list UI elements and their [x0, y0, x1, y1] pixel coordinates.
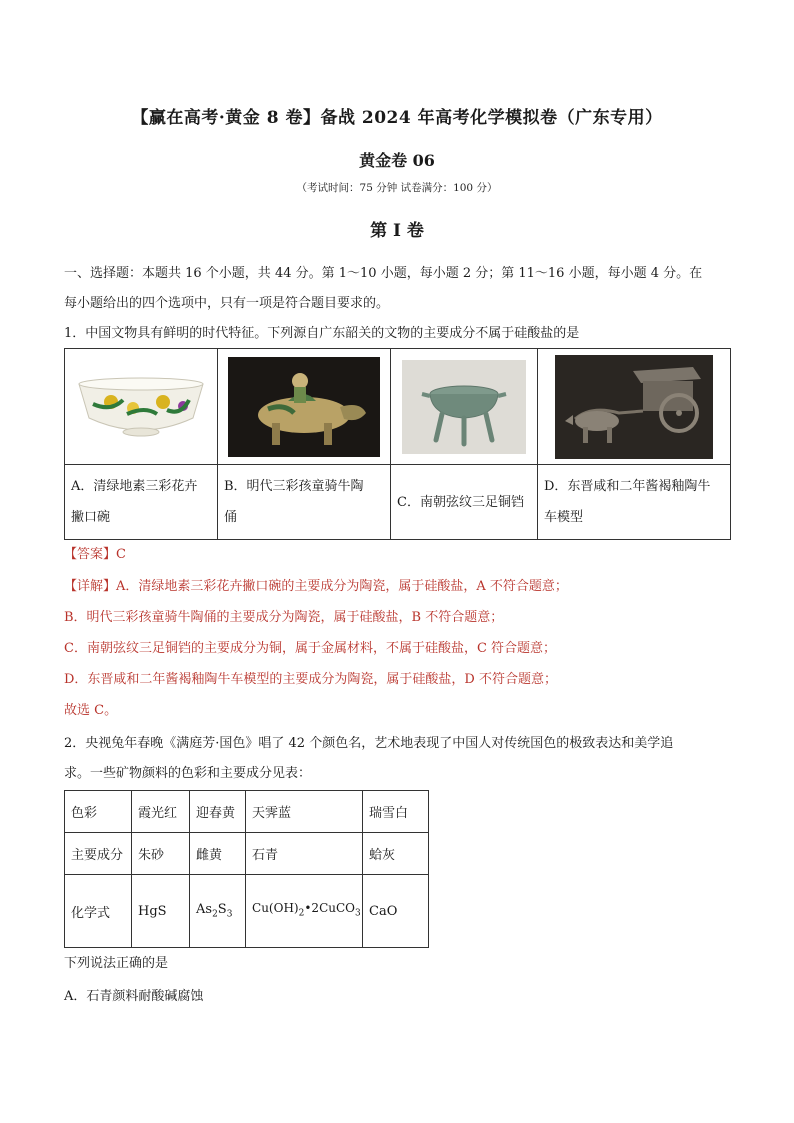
q1-image-cell-b	[218, 349, 391, 465]
cell-color-2: 迎春黄	[190, 791, 246, 833]
q1-option-a-line2: 撇口碗	[71, 510, 111, 525]
cell-component-2: 雌黄	[190, 833, 246, 875]
q1-image-cell-c	[391, 349, 538, 465]
q1-options-table	[64, 348, 731, 540]
q1-stem: 1．中国文物具有鲜明的时代特征。下列源自广东韶关的文物的主要成分不属于硅酸盐的是	[64, 326, 580, 341]
cell-component-4: 蛤灰	[363, 833, 429, 875]
q1-option-d-line2: 车模型	[544, 510, 584, 525]
section-intro-line2: 每小题给出的四个选项中，只有一项是符合题目要求的。	[64, 296, 390, 311]
cell-component-1: 朱砂	[132, 833, 190, 875]
q1-option-c	[391, 465, 538, 540]
cell-formula-3: $Cu(OH)_2•2CuCO_3$	[246, 875, 363, 948]
cell-color-4: 瑞雪白	[363, 791, 429, 833]
section-intro-line1: 一、选择题：本题共 16 个小题，共 44 分。第 1～10 小题，每小题 2 分；第 11～16 小题，每小题 4 分。在	[64, 266, 703, 281]
q2-stem-line1: 2．央视兔年春晚《满庭芳·国色》唱了 42 个颜色名，艺术地表现了中国人对传统国色的极致表达和美学追	[64, 736, 674, 751]
q1-detail-line2: B．明代三彩孩童骑牛陶俑的主要成分为陶瓷，属于硅酸盐，B 不符合题意；	[64, 610, 504, 625]
q2-stem-line2: 求。一些矿物颜料的色彩和主要成分见表：	[64, 766, 312, 781]
q1-option-a-line1: A．清绿地素三彩花卉	[71, 479, 198, 494]
q1-answer: 【答案】C	[64, 547, 126, 562]
row-label-color: 色彩	[65, 791, 132, 833]
pigment-table	[64, 790, 429, 948]
table-row-color	[65, 791, 429, 833]
row-label-formula: 化学式	[65, 875, 132, 948]
row-label-component: 主要成分	[65, 833, 132, 875]
q1-option-a	[65, 465, 218, 540]
cell-color-3: 天霁蓝	[246, 791, 363, 833]
cell-formula-2: $As_2S_3$	[190, 875, 246, 948]
q1-detail-line1	[64, 571, 568, 603]
cart-model-image	[555, 355, 713, 459]
detail-text-a: A．清绿地素三彩花卉撇口碗的主要成分为陶瓷，属于硅酸盐，A 不符合题意；	[116, 579, 568, 594]
detail-label: 【详解】	[64, 579, 117, 594]
table-row-component	[65, 833, 429, 875]
q1-detail-line3: C．南朝弦纹三足铜铛的主要成分为铜，属于金属材料，不属于硅酸盐，C 符合题意；	[64, 641, 557, 656]
page-title: 【赢在高考·黄金 8 卷】备战 2024 年高考化学模拟卷（广东专用）	[131, 108, 663, 128]
exam-info: （考试时间：75 分钟 试卷满分：100 分）	[296, 182, 498, 194]
paper-subtitle: 黄金卷 06	[359, 151, 435, 170]
cell-formula-1: HgS	[132, 875, 190, 948]
table-row-formula	[65, 875, 429, 948]
q1-option-b-line2: 俑	[224, 510, 238, 525]
q1-conclusion: 故选 C。	[64, 703, 118, 718]
cell-formula-4: CaO	[363, 875, 429, 948]
q1-option-d-line1: D．东晋咸和二年酱褐釉陶牛	[544, 479, 711, 494]
q1-option-c-line1: C．南朝弦纹三足铜铛	[397, 494, 524, 510]
q1-detail-line4: D．东晋咸和二年酱褐釉陶牛车模型的主要成分为陶瓷，属于硅酸盐，D 不符合题意；	[64, 672, 557, 687]
q1-option-d	[538, 465, 731, 540]
bronze-tripod-image	[402, 360, 526, 454]
q1-image-cell-d	[538, 349, 731, 465]
figurine-image	[228, 357, 380, 457]
bowl-image	[71, 366, 211, 448]
q1-option-b-line1: B．明代三彩孩童骑牛陶	[224, 479, 364, 494]
q1-option-b	[218, 465, 391, 540]
volume-heading: 第 I 卷	[370, 221, 424, 241]
q1-image-cell-a	[65, 349, 218, 465]
cell-color-1: 霞光红	[132, 791, 190, 833]
q2-option-a: A．石青颜料耐酸碱腐蚀	[64, 989, 204, 1004]
cell-component-3: 石青	[246, 833, 363, 875]
q2-question: 下列说法正确的是	[64, 956, 169, 971]
